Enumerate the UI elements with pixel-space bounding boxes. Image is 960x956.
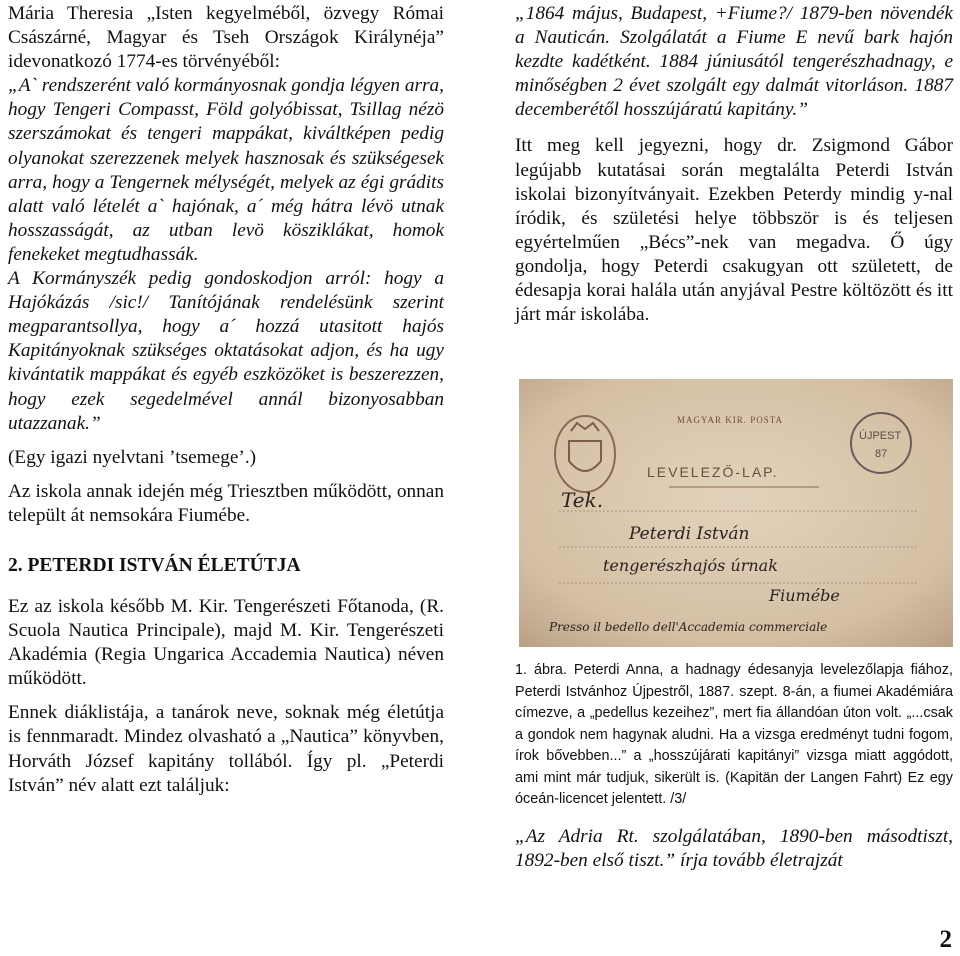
postmark-date: 87 (875, 448, 888, 460)
school-paragraph: Az iskola annak idején még Triesztben működött, onnan települt át nemsokára Fiumébe. (8, 480, 444, 526)
page-number: 2 (939, 926, 952, 953)
handwriting-line-1: Tek. (561, 488, 604, 512)
figure-caption: 1. ábra. Peterdi Anna, a hadnagy édesanyja levelezőlapja fiához, Peterdi Istvánhoz Újpestről, 1887. szept. 8-án, a fiumei Akadémiára címezve, a „pedellus kezeihez”, mert fia állandóan úton volt. „...csak a gondok nem hagynak aludni. Ha a vizsga eredményt tudni fogom, írok bővebben...” a „hosszújárati kapitányi” vizsga miatt aggódott, ami mint már tudjuk, sikerült is. (Kapitän der Langen Fahrt) Ez egy óceán-licencet jelentett. /3/ (515, 662, 953, 807)
handwriting-line-5: Presso il bedello dell'Accademia commerciale (549, 620, 828, 634)
left-column (8, 0, 444, 798)
postcard-header-small: MAGYAR KIR. POSTA (677, 415, 784, 425)
quote-paragraph-1: „A` rendszerént való kormányosnak gondja légyen arra, hogy Tengeri Compasst, Föld golyóbissat, Tsillag nézö szerszámokat és tengeri mappákat, kiváltképen pedig olyanokat szerezzenek melyek hasznosak és szükségesek arra, hogy a Tengernek mélységét, melyek az égi grádits alatt való lételét a` hajónak, a´ még hátra lévö utnak hosszasságát, az utban levö kösziklákat, homok fenekeket megtudhassák. (8, 75, 444, 265)
postcard-illustration (519, 379, 953, 647)
students-paragraph: Ennek diáklistája, a tanárok neve, soknak még életútja is fennmaradt. Mindez olvasható a „Nautica” könyvben, Horváth József kapitány tollából. Így pl. „Peterdi István” név alatt ezt találjuk: (8, 702, 444, 796)
intro-paragraph: Mária Theresia „Isten kegyelméből, özvegy Római Császárné, Magyar és Tseh Országok Királynéja” idevonatkozó 1774-es törvényéből: (8, 3, 444, 73)
figure-caption-block (515, 660, 953, 873)
postcard-header-big: LEVELEZŐ-LAP. (647, 464, 779, 480)
right-column (515, 0, 953, 327)
quote-paragraph-2: A Kormányszék pedig gondoskodjon arról: hogy a Hajókázás /sic!/ Tanítójának rendelésünk szerint megparantsollya, hogy a´ hozzá utasitott hajós Kapitányoknak szükséges oktatásokat adjon, és ha ugy kivántatik mappákat és egyéb eszközöket is beszerezzen, hogy ezek segedelmével annál bizonyosabban utazzanak.” (8, 268, 444, 434)
aside-paragraph: (Egy igazi nyelvtani ’tsemege’.) (8, 446, 257, 468)
adria-quote: „Az Adria Rt. szolgálatában, 1890-ben másodtiszt, 1892-ben első tiszt.” írja tovább életrajzát (515, 825, 953, 871)
research-paragraph: Itt meg kell jegyezni, hogy dr. Zsigmond Gábor legújabb kutatásai során megtalálta Peterdi István iskolai bizonyítványait. Ezekben Peterdy mindig y-nal íródik, és születési helye többször is és teljesen egyértelműen „Bécs”-nek van megadva. Ő úgy gondolja, hogy Peterdi csakugyan ott született, de édesapja korai halála után anyjával Pestre költözött és itt járt már iskolába. (515, 135, 953, 326)
handwriting-line-4: Fiumébe (769, 586, 840, 605)
academy-paragraph: Ez az iskola később M. Kir. Tengerészeti Főtanoda, (R. Scuola Nautica Principale), majd M. Kir. Tengerészeti Akadémia (Regia Ungarica Accademia Nautica) néven működött. (8, 595, 444, 690)
handwriting-line-2: Peterdi István (629, 524, 750, 544)
handwriting-line-3: tengerészhajós úrnak (603, 556, 778, 575)
biography-quote: „1864 május, Budapest, +Fiume?/ 1879-ben növendék a Nauticán. Szolgálatát a Fiume E nevű bark hajón kezdte kadétként. 1884 júniusától tengerészhadnagy, e minőségben 2 évet szolgált egy dalmát vitorláson. 1887 decemberétől hosszújáratú kapitány.” (515, 3, 953, 121)
adria-paragraph (515, 825, 953, 873)
postmark-town: ÚJPEST (859, 430, 902, 442)
postcard-image (519, 379, 953, 647)
section-heading: 2. PETERDI ISTVÁN ÉLETÚTJA (8, 554, 301, 576)
